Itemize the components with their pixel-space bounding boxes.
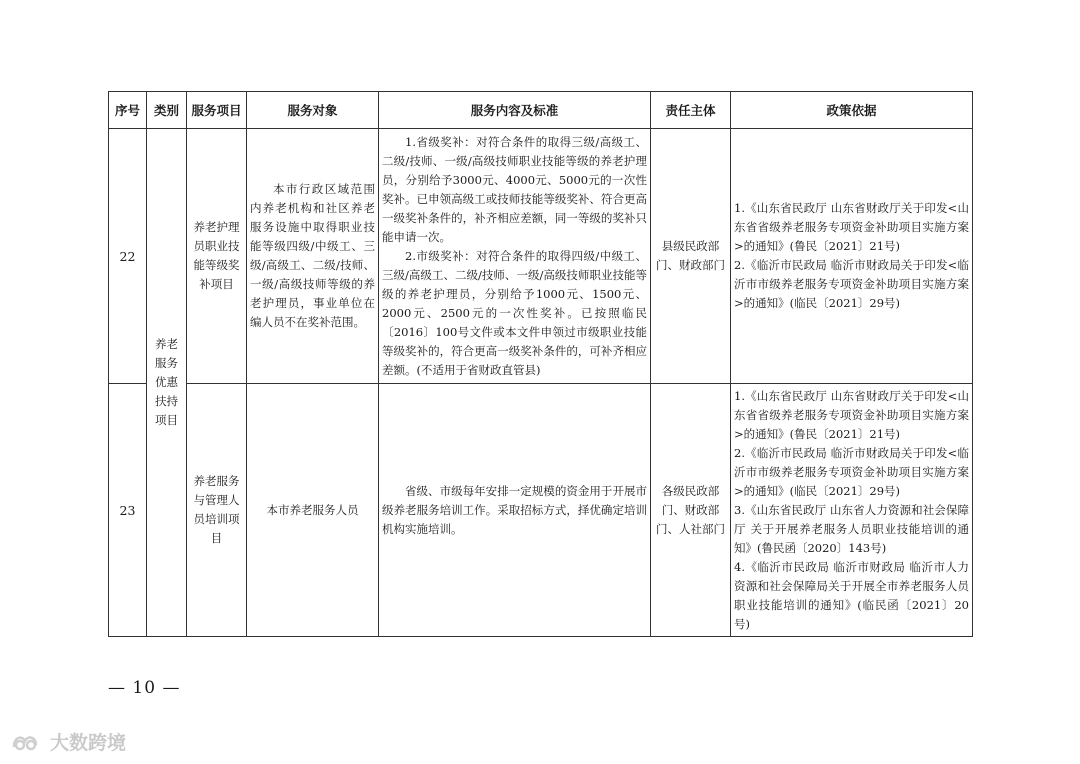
header-service-target: 服务对象 (247, 92, 379, 129)
header-policy-basis: 政策依据 (731, 92, 973, 129)
header-responsible-party: 责任主体 (651, 92, 731, 129)
row-seq: 22 (109, 129, 147, 384)
table-row (109, 129, 973, 384)
watermark-logo-icon (10, 731, 44, 753)
service-item-cell: 养老护理员职业技能等级奖补项目 (187, 129, 247, 384)
policy-basis-cell (731, 129, 973, 384)
service-item-cell: 养老服务与管理人员培训项目 (187, 384, 247, 637)
responsible-party-cell: 各级民政部门、财政部门、人社部门 (651, 384, 731, 637)
category-cell (147, 129, 187, 637)
watermark (10, 728, 126, 755)
policy-basis-item: 4.《临沂市民政局 临沂市财政局 临沂市人力资源和社会保障局关于开展全市养老服务人员职业技能培训的通知》(临民函〔2021〕20号) (734, 559, 969, 631)
policy-table (108, 91, 973, 637)
service-target-cell (247, 129, 379, 384)
policy-basis-item: 1.《山东省民政厅 山东省财政厅关于印发<山东省省级养老服务专项资金补助项目实施方案>的通知》(鲁民〔2021〕21号) (734, 388, 969, 441)
service-target-cell: 本市养老服务人员 (247, 384, 379, 637)
header-seq: 序号 (109, 92, 147, 129)
header-category: 类别 (147, 92, 187, 129)
row-seq: 23 (109, 384, 147, 637)
service-target-text: 本市行政区域范围内养老机构和社区养老服务设施中取得职业技能等级四级/中级工、三级/高级工、二级/技师、一级/高级技师等级的养老护理员，事业单位在编人员不在奖补范围。 (250, 182, 375, 329)
policy-basis-item: 1.《山东省民政厅 山东省财政厅关于印发<山东省省级养老服务专项资金补助项目实施方案>的通知》(鲁民〔2021〕21号) (734, 201, 969, 253)
responsible-party-cell: 县级民政部门、财政部门 (651, 129, 731, 384)
watermark-text: 大数跨境 (50, 732, 127, 754)
policy-basis-item: 2.《临沂市民政局 临沂市财政局关于印发<临沂市市级养老服务专项资金补助项目实施方案>的通知》(临民〔2021〕29号) (734, 258, 969, 310)
header-service-content: 服务内容及标准 (379, 92, 651, 129)
policy-basis-item: 3.《山东省民政厅 山东省人力资源和社会保障厅 关于开展养老服务人员职业技能培训的通知》(鲁民函〔2020〕143号) (734, 502, 969, 555)
service-content-cell (379, 384, 651, 637)
policy-basis-cell (731, 384, 973, 637)
category-label: 养老服务优惠扶持项目 (155, 337, 178, 427)
service-content-paragraph: 省级、市级每年安排一定规模的资金用于开展市级养老服务培训工作。采取招标方式，择优确定培训机构实施培训。 (382, 483, 647, 536)
policy-basis-item: 2.《临沂市民政局 临沂市财政局关于印发<临沂市市级养老服务专项资金补助项目实施方案>的通知》(临民〔2021〕29号) (734, 445, 969, 498)
table-row (109, 384, 973, 637)
service-content-paragraph: 1.省级奖补：对符合条件的取得三级/高级工、二级/技师、一级/高级技师职业技能等级的养老护理员，分别给予3000元、4000元、5000元的一次性奖补。已申领高级工或技师技能等级奖补、符合更高一级奖补条件的，补齐相应差额，同一等级的奖补只能申请一次。 (382, 134, 647, 244)
page-number: — 10 — (108, 678, 181, 698)
service-content-paragraph: 2.市级奖补：对符合条件的取得四级/中级工、三级/高级工、二级/技师、一级/高级技师职业技能等级的养老护理员，分别给予1000元、1500元、2000元、2500元的一次性奖补。已按照临民〔2016〕100号文件或本文件申领过市级职业技能等级奖补的，符合更高一级奖补条件的，可补齐相应差额。(不适用于省财政直管县) (382, 248, 647, 377)
service-content-cell (379, 129, 651, 384)
table-header-row (109, 92, 973, 129)
header-service-item: 服务项目 (187, 92, 247, 129)
